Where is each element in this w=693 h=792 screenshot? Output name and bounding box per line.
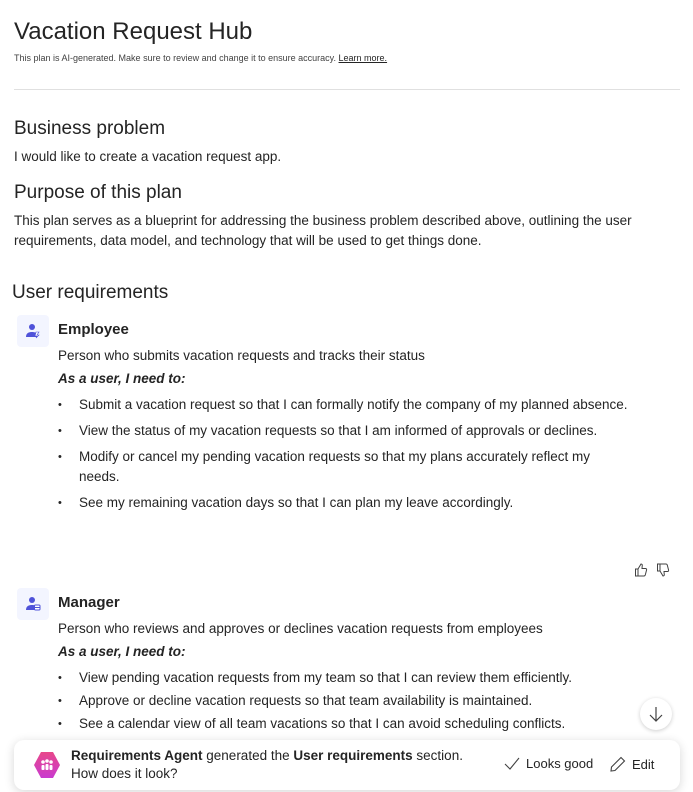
purpose-text: This plan serves as a blueprint for addressing the business problem described above, outlining the user requirements, data model, and technology that will be used to get things done. [14,213,632,248]
agent-notification-card [14,740,680,790]
list-item: • View pending vacation requests from my team so that I can review them efficiently. [58,668,628,688]
feedback [634,563,670,582]
agent-name: Requirements Agent [71,748,203,763]
list-item: • Modify or cancel my pending vacation requests so that my plans accurately reflect my needs. [58,447,628,487]
checkmark-icon [504,757,520,771]
ai-disclaimer [14,53,387,63]
list-item: • Approve or decline vacation requests so that team availability is maintained. [58,691,628,711]
role-name: Employee [58,321,129,338]
learn-more-link[interactable]: Learn more. [338,53,388,63]
agent-icon [32,750,62,785]
business-problem-text: I would like to create a vacation request app. [14,149,282,164]
scroll-down-button[interactable] [640,698,672,730]
list-item: • See my remaining vacation days so that I can plan my leave accordingly. [58,493,628,513]
role-name: Manager [58,594,120,611]
thumbs-down-icon[interactable] [656,563,670,582]
role-description: Person who submits vacation requests and tracks their status [58,348,425,363]
disclaimer-text: This plan is AI-generated. Make sure to review and change it to ensure accuracy. [14,53,337,63]
thumbs-up-icon[interactable] [634,563,648,582]
edit-button[interactable] [610,756,654,772]
employee-icon [17,315,49,347]
question: How does it look? [71,766,178,781]
need-label: As a user, I need to: [58,644,186,659]
role-description: Person who reviews and approves or declines vacation requests from employees [58,621,543,636]
looks-good-label: Looks good [526,756,594,771]
purpose-heading: Purpose of this plan [14,182,182,203]
page-title: Vacation Request Hub [14,18,253,45]
pencil-icon [610,756,626,772]
text: section. [412,748,463,763]
requirements-list [58,668,628,737]
text: generated the [202,748,294,763]
need-label: As a user, I need to: [58,371,186,386]
section-name: User requirements [293,748,413,763]
divider [14,89,680,90]
manager-icon [17,588,49,620]
user-requirements-heading: User requirements [12,282,169,303]
list-item: • See a calendar view of all team vacations so that I can avoid scheduling conflicts. [58,714,628,734]
arrow-down-icon [649,706,663,722]
requirements-list [58,395,628,519]
notification-text [71,747,463,783]
edit-label: Edit [632,756,655,772]
business-problem-heading: Business problem [14,118,166,139]
looks-good-button[interactable] [504,756,593,771]
list-item: • View the status of my vacation requests so that I am informed of approvals or declines. [58,421,628,441]
list-item: • Submit a vacation request so that I can formally notify the company of my planned absence. [58,395,628,415]
